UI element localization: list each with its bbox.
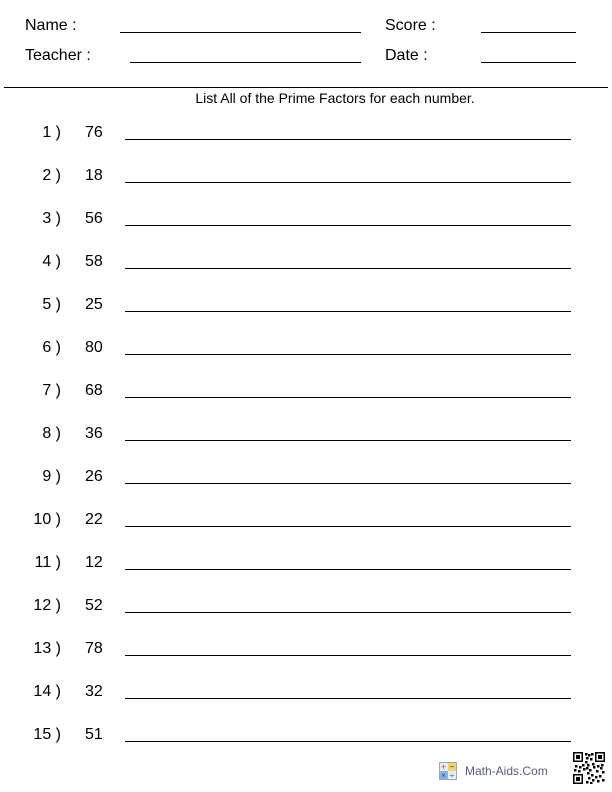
teacher-label: Teacher : (25, 47, 91, 64)
qr-code-icon (573, 752, 605, 784)
score-answer-line[interactable] (481, 32, 576, 33)
svg-text:−: − (449, 763, 455, 771)
problem-number: 13 ) (33, 640, 61, 657)
answer-line[interactable] (125, 182, 571, 183)
problem-number: 10 ) (33, 511, 61, 528)
problem-number: 7 ) (42, 382, 61, 399)
problem-number: 1 ) (42, 124, 61, 141)
problem-number: 6 ) (42, 339, 61, 356)
problem-value: 18 (85, 167, 103, 184)
problem-row (0, 425, 612, 445)
name-label: Name : (25, 17, 77, 34)
header-divider (4, 87, 608, 88)
problem-row (0, 683, 612, 703)
problem-value: 25 (85, 296, 103, 313)
svg-text:×: × (440, 771, 447, 780)
svg-text:÷: ÷ (449, 771, 455, 780)
instructions: List All of the Prime Factors for each number. (195, 90, 475, 106)
answer-line[interactable] (125, 440, 571, 441)
problem-value: 26 (85, 468, 103, 485)
problem-number: 3 ) (42, 210, 61, 227)
problem-value: 52 (85, 597, 103, 614)
problem-number: 2 ) (42, 167, 61, 184)
problem-row (0, 554, 612, 574)
problem-row (0, 382, 612, 402)
problem-row (0, 468, 612, 488)
problem-number: 15 ) (33, 726, 61, 743)
problem-number: 14 ) (33, 683, 61, 700)
answer-line[interactable] (125, 139, 571, 140)
problem-number: 5 ) (42, 296, 61, 313)
answer-line[interactable] (125, 397, 571, 398)
problem-value: 76 (85, 124, 103, 141)
problem-value: 36 (85, 425, 103, 442)
problem-number: 11 ) (34, 554, 61, 571)
date-answer-line[interactable] (481, 62, 576, 63)
problem-value: 56 (85, 210, 103, 227)
answer-line[interactable] (125, 698, 571, 699)
problem-row (0, 124, 612, 144)
problem-row (0, 296, 612, 316)
answer-line[interactable] (125, 354, 571, 355)
answer-line[interactable] (125, 569, 571, 570)
date-label: Date : (385, 47, 428, 64)
problem-row (0, 339, 612, 359)
problem-row (0, 167, 612, 187)
answer-line[interactable] (125, 268, 571, 269)
problem-number: 8 ) (42, 425, 61, 442)
problem-row (0, 597, 612, 617)
name-answer-line[interactable] (120, 32, 361, 33)
problem-value: 68 (85, 382, 103, 399)
answer-line[interactable] (125, 311, 571, 312)
answer-line[interactable] (125, 655, 571, 656)
problem-row (0, 726, 612, 746)
answer-line[interactable] (125, 612, 571, 613)
problem-row (0, 253, 612, 273)
answer-line[interactable] (125, 225, 571, 226)
problem-value: 80 (85, 339, 103, 356)
problem-value: 12 (85, 554, 103, 571)
svg-text:+: + (440, 763, 447, 771)
score-label: Score : (385, 17, 436, 34)
problem-value: 58 (85, 253, 103, 270)
problem-number: 12 ) (33, 597, 61, 614)
answer-line[interactable] (125, 526, 571, 527)
answer-line[interactable] (125, 741, 571, 742)
problem-row (0, 210, 612, 230)
problem-number: 4 ) (42, 253, 61, 270)
brand-name: Math-Aids.Com (465, 764, 548, 778)
problem-value: 22 (85, 511, 103, 528)
teacher-answer-line[interactable] (130, 62, 361, 63)
problem-number: 9 ) (42, 468, 61, 485)
answer-line[interactable] (125, 483, 571, 484)
problem-value: 32 (85, 683, 103, 700)
problem-row (0, 511, 612, 531)
problem-row (0, 640, 612, 660)
calculator-icon (439, 762, 457, 780)
problem-value: 78 (85, 640, 103, 657)
problem-value: 51 (85, 726, 103, 743)
